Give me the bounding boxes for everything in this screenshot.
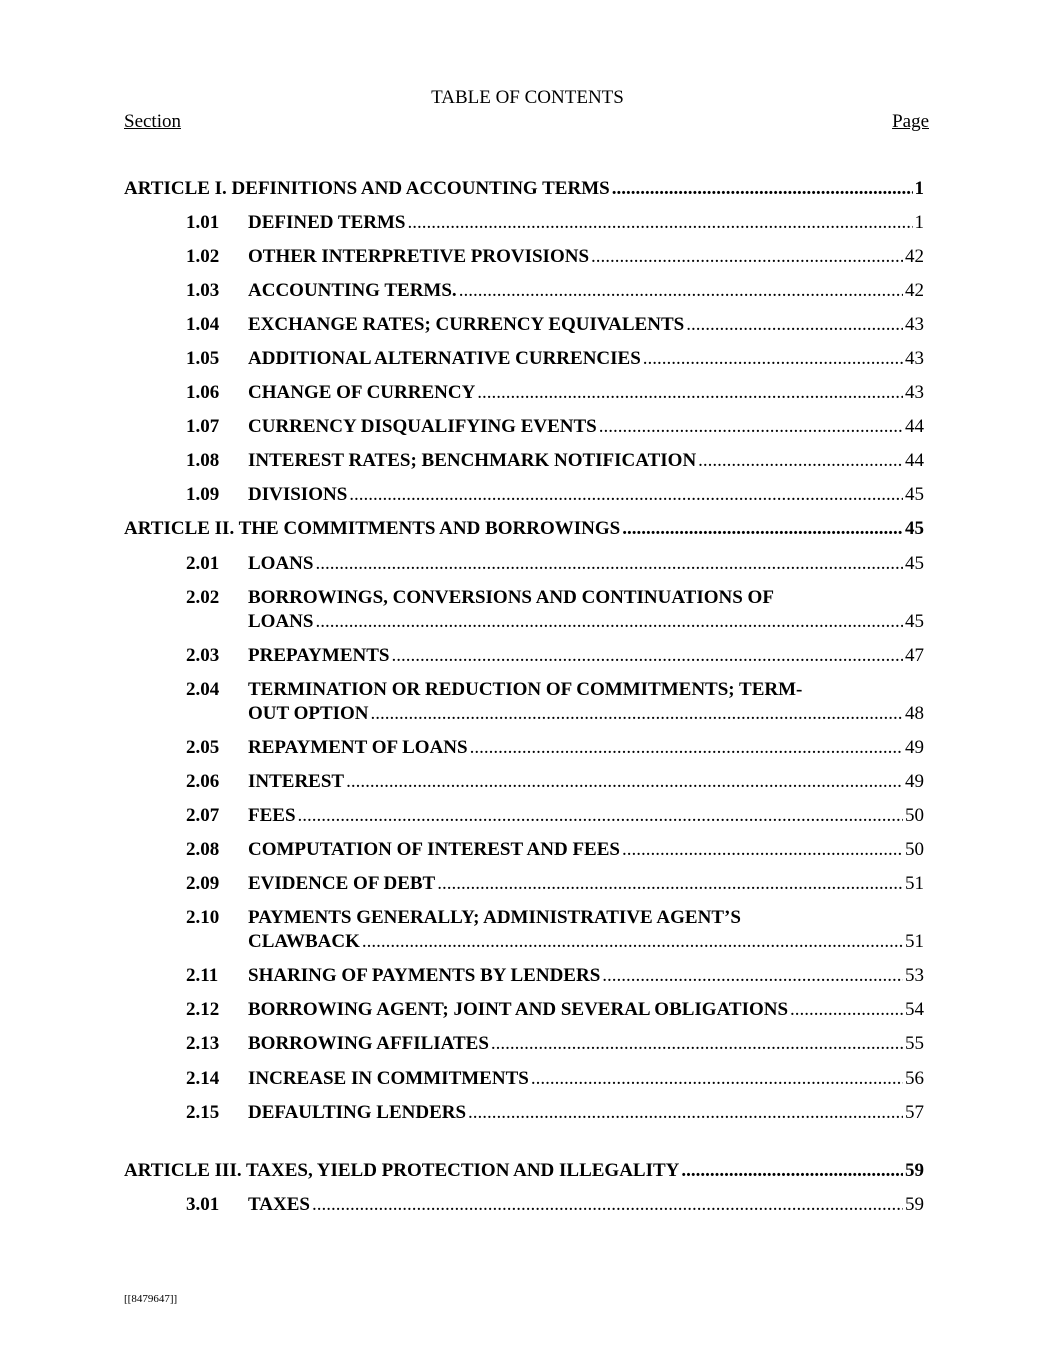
dot-leader [312, 1194, 903, 1216]
section-title: INTEREST RATES; BENCHMARK NOTIFICATION [248, 450, 697, 471]
section-title: INTEREST [248, 771, 345, 792]
dot-leader [391, 645, 903, 667]
section-number: 1.02 [186, 246, 220, 267]
page-number: 1 [914, 212, 924, 233]
dot-leader [459, 280, 903, 302]
page-number: 45 [905, 611, 924, 632]
section-number: 2.01 [186, 553, 220, 574]
dot-leader [612, 178, 913, 200]
section-title: LOANS [248, 553, 314, 574]
document-id-footer: [[8479647]] [124, 1293, 178, 1305]
section-number: 2.15 [186, 1102, 220, 1123]
section-number: 2.06 [186, 771, 220, 792]
page-number: 45 [905, 484, 924, 505]
page-number: 54 [905, 999, 924, 1020]
dot-leader [346, 771, 903, 793]
section-title: BORROWING AGENT; JOINT AND SEVERAL OBLIGATIONS [248, 999, 789, 1020]
section-title: OTHER INTERPRETIVE PROVISIONS [248, 246, 590, 267]
section-number: 2.09 [186, 873, 220, 894]
section-column-header: Section [124, 111, 181, 132]
section-title: REPAYMENT OF LOANS [248, 737, 468, 758]
section-number: 2.04 [186, 679, 220, 700]
page-column-header: Page [892, 111, 929, 132]
page-number: 57 [905, 1102, 924, 1123]
section-number: 2.02 [186, 587, 220, 608]
page-number: 44 [905, 416, 924, 437]
section-number: 1.01 [186, 212, 220, 233]
dot-leader [602, 965, 903, 987]
page-number: 59 [905, 1160, 924, 1181]
page-number: 51 [905, 931, 924, 952]
section-title: PREPAYMENTS [248, 645, 390, 666]
section-title: DEFAULTING LENDERS [248, 1102, 467, 1123]
page-number: 1 [914, 178, 924, 199]
section-title: LOANS [248, 611, 314, 632]
dot-leader [643, 348, 903, 370]
dot-leader [681, 1160, 903, 1182]
dot-leader [622, 839, 903, 861]
dot-leader [407, 212, 912, 234]
section-number: 1.04 [186, 314, 220, 335]
dot-leader [531, 1068, 903, 1090]
section-title: OUT OPTION [248, 703, 369, 724]
dot-leader [468, 1102, 903, 1124]
article-title: ARTICLE III. TAXES, YIELD PROTECTION AND ILLEGALITY [124, 1160, 680, 1181]
page-number: 49 [905, 771, 924, 792]
section-title: EXCHANGE RATES; CURRENCY EQUIVALENTS [248, 314, 685, 335]
section-title: EVIDENCE OF DEBT [248, 873, 436, 894]
page-number: 53 [905, 965, 924, 986]
dot-leader [790, 999, 903, 1021]
section-title: DIVISIONS [248, 484, 348, 505]
dot-leader [315, 611, 903, 633]
page-number: 59 [905, 1194, 924, 1215]
section-title-line1: PAYMENTS GENERALLY; ADMINISTRATIVE AGENT’S [248, 907, 741, 928]
dot-leader [437, 873, 903, 895]
page-number: 42 [905, 246, 924, 267]
section-title: ADDITIONAL ALTERNATIVE CURRENCIES [248, 348, 641, 369]
section-title: COMPUTATION OF INTEREST AND FEES [248, 839, 620, 860]
section-number: 2.13 [186, 1033, 220, 1054]
section-title: TAXES [248, 1194, 310, 1215]
article-title: ARTICLE I. DEFINITIONS AND ACCOUNTING TERMS [124, 178, 610, 199]
section-title: INCREASE IN COMMITMENTS [248, 1068, 529, 1089]
dot-leader [362, 931, 903, 953]
page-number: 43 [905, 314, 924, 335]
section-title: ACCOUNTING TERMS. [248, 280, 457, 301]
section-number: 1.03 [186, 280, 220, 301]
page-number: 51 [905, 873, 924, 894]
page-number: 50 [905, 805, 924, 826]
section-number: 2.11 [186, 965, 219, 986]
dot-leader [477, 382, 903, 404]
page-number: 43 [905, 382, 924, 403]
section-number: 2.08 [186, 839, 220, 860]
toc-title: TABLE OF CONTENTS [431, 87, 624, 108]
section-number: 2.12 [186, 999, 220, 1020]
page-number: 47 [905, 645, 924, 666]
section-number: 1.05 [186, 348, 220, 369]
section-number: 2.05 [186, 737, 220, 758]
dot-leader [591, 246, 903, 268]
section-number: 1.06 [186, 382, 220, 403]
page-number: 55 [905, 1033, 924, 1054]
section-number: 1.07 [186, 416, 220, 437]
section-number: 2.07 [186, 805, 220, 826]
section-title: DEFINED TERMS [248, 212, 406, 233]
dot-leader [315, 553, 903, 575]
section-number: 1.08 [186, 450, 220, 471]
dot-leader [298, 805, 903, 827]
section-title-line1: BORROWINGS, CONVERSIONS AND CONTINUATIONS OF [248, 587, 774, 608]
section-title: SHARING OF PAYMENTS BY LENDERS [248, 965, 601, 986]
section-number: 2.10 [186, 907, 220, 928]
section-number: 2.14 [186, 1068, 220, 1089]
section-title: CURRENCY DISQUALIFYING EVENTS [248, 416, 597, 437]
section-title: CLAWBACK [248, 931, 360, 952]
page-number: 45 [905, 518, 924, 539]
section-title: CHANGE OF CURRENCY [248, 382, 476, 403]
section-number: 2.03 [186, 645, 220, 666]
section-title: FEES [248, 805, 296, 826]
page-number: 44 [905, 450, 924, 471]
dot-leader [599, 416, 903, 438]
article-title: ARTICLE II. THE COMMITMENTS AND BORROWINGS [124, 518, 621, 539]
section-number: 1.09 [186, 484, 220, 505]
page-number: 45 [905, 553, 924, 574]
section-title: BORROWING AFFILIATES [248, 1033, 489, 1054]
dot-leader [470, 737, 903, 759]
dot-leader [622, 518, 903, 540]
section-number: 3.01 [186, 1194, 220, 1215]
page-number: 43 [905, 348, 924, 369]
page-number: 42 [905, 280, 924, 301]
dot-leader [686, 314, 903, 336]
page-number: 49 [905, 737, 924, 758]
page-number: 50 [905, 839, 924, 860]
page-number: 48 [905, 703, 924, 724]
dot-leader [491, 1033, 903, 1055]
dot-leader [698, 450, 903, 472]
dot-leader [349, 484, 903, 506]
page-number: 56 [905, 1068, 924, 1089]
section-title-line1: TERMINATION OR REDUCTION OF COMMITMENTS; TERM- [248, 679, 803, 700]
dot-leader [371, 703, 903, 725]
